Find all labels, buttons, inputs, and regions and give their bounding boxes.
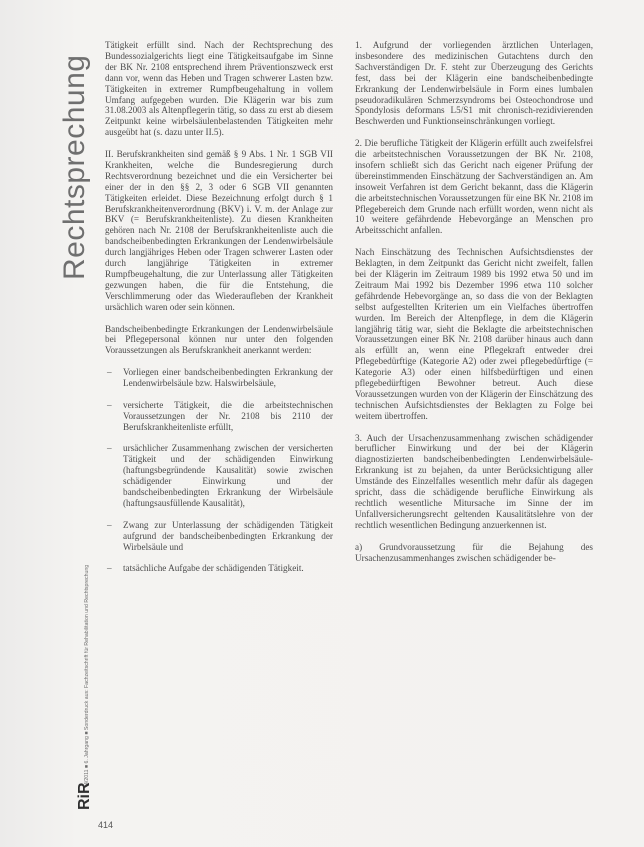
list-item: – tatsächliche Aufgabe der schädigenden Tätigkeit. xyxy=(105,563,333,574)
left-column xyxy=(105,40,333,585)
page-number: 414 xyxy=(98,820,114,830)
paragraph: Tätigkeit erfüllt sind. Nach der Rechtsprechung des Bundessozialgerichts liegt eine Tätigkeitsaufgabe im Sinne der BK Nr. 2108 entsprechend ihrem Präventionszweck erst dann vor, wenn das Heben und Tragen schwerer Lasten bzw. Tätigkeiten in extremer Rumpfbeugehaltung in vollem Umfang aufgegeben wurden. Die Klägerin war bis zum 31.08.2003 als Altenpflegerin tätig, so dass zu erst ab diesem Zeitpunkt keine wirbelsäulenbelastenden Tätigkeiten mehr ausgeübt hat (s. dazu unter II.5). xyxy=(105,40,333,138)
journal-logo-text: RiR xyxy=(76,782,93,810)
paragraph: 1. Aufgrund der vorliegenden ärztlichen Unterlagen, insbesondere des medizinischen Gutachtens durch den Sachverständigen Dr. F. steht zur Überzeugung des Gerichts fest, dass bei der Klägerin eine bandscheibenbedingte Erkrankung der Lendenwirbelsäule in Form eines lumbalen pseudoradikulären Schmerzsyndroms bei Osteochondrose und Spondylosis deformans L5/S1 mit chronisch-rezidivierenden Beschwerden und Funktionseinschränkungen vorliegt. xyxy=(355,40,593,127)
list-item: – versicherte Tätigkeit, die die arbeitstechnischen Voraussetzungen der Nr. 2108 bis 2110 der Berufskrankheitenliste erfüllt, xyxy=(105,400,333,433)
list-item: – Zwang zur Unterlassung der schädigenden Tätigkeit aufgrund der bandscheibenbedingten Erkrankung der Wirbelsäule und xyxy=(105,520,333,553)
paragraph: Nach Einschätzung des Technischen Aufsichtsdienstes der Beklagten, in dem Zeitpunkt das Gericht nicht zweifelt, fallen bei der Klägerin im Zeitraum 1989 bis 1992 etwa 50 und im Zeitraum Mai 1992 bis Dezember 1996 etwa 110 solcher gefährdende Hebevorgänge an, so dass die von der Beklagten selbst aufgestellten Kriterien um ein Vielfaches übertroffen wurden. Im Bereich der Altenpflege, in dem die Klägerin langjährig tätig war, sieht die Beklagte die arbeitstechnischen Voraussetzungen einer BK Nr. 2108 darüber hinaus auch dann als erfüllt an, wenn eine Pflegekraft entweder drei Pflegebedürftige (Kategorie A2) oder zwei pflegebedürftige (= Kategorie A3) oder einen hilfsbedürftigen und einen pflegebedürftigen Bewohner betreut. Auch diese Voraussetzungen wurden von der Klägerin der Einschätzung des technischen Aufsichtsdienstes der Beklagten zu Folge bei weitem übertroffen. xyxy=(355,247,593,421)
journal-logo xyxy=(74,782,96,814)
requirement-list xyxy=(105,367,333,574)
paragraph: 3. Auch der Ursachenzusammenhang zwischen schädigender beruflicher Einwirkung und der bei der Klägerin diagnostizierten bandscheibenbedingten Lendenwirbelsäule-Erkrankung ist zu bejahen, da unter Berücksichtigung aller Umstände des Einzelfalles wesentlich mehr dafür als dagegen spricht, dass die schädigende berufliche Einwirkung als rechtlich wesentliche Mitursache im Sinne der im Unfallversicherungsrecht geltenden Kausalitätslehre von der rechtlich wesentlichen Bedingung anzuerkennen ist. xyxy=(355,432,593,530)
journal-meta: 4/2011 ■ 6. Jahrgang ■ Sonderdruck aus: Fachzeitschrift für Rehabilitation und Rechtsprechung xyxy=(84,564,90,785)
section-title-text: Rechtsprechung xyxy=(58,54,91,280)
paragraph: II. Berufskrankheiten sind gemäß § 9 Abs. 1 Nr. 1 SGB VII Krankheiten, welche die Bundesregierung durch Rechtsverordnung bezeichnet und die ein Versicherter bei einer der in den §§ 2, 3 oder 6 SGB VII genannten Tätigkeiten erleidet. Diese Bezeichnung erfolgt durch § 1 Berufskrankheitenverordnung (BKV) i. V. m. der Anlage zur BKV (= Berufskrankheitenliste). Zu diesen Krankheiten gehören nach Nr. 2108 der Berufskrankheitenliste auch die bandscheibenbedingten Erkrankungen der Lendenwirbelsäule durch langjähriges Heben oder Tragen schwerer Lasten oder durch langjährige Tätigkeiten in extremer Rumpfbeugehaltung, die zur Unterlassung aller Tätigkeiten gezwungen haben, die für die Entstehung, die Verschlimmerung oder das Wiederaufleben der Krankheit ursächlich waren oder sein können. xyxy=(105,149,333,312)
journal-sidebar xyxy=(78,560,98,820)
paragraph: a) Grundvoraussetzung für die Bejahung des Ursachenzusammenhanges zwischen schädigender be- xyxy=(355,541,593,563)
right-column xyxy=(355,40,593,574)
list-item: – Vorliegen einer bandscheibenbedingten Erkrankung der Lendenwirbelsäule bzw. Halswirbelsäule, xyxy=(105,367,333,389)
paragraph: Bandscheibenbedingte Erkrankungen der Lendenwirbelsäule bei Pflegepersonal können nur unter den folgenden Voraussetzungen als Berufskrankheit anerkannt werden: xyxy=(105,323,333,356)
paragraph: 2. Die berufliche Tätigkeit der Klägerin erfüllt auch zweifelsfrei die arbeitstechnischen Voraussetzungen der BK Nr. 2108, insofern schließt sich das Gericht nach eigener Prüfung der übereinstimmenden Einschätzung der Sachverständigen an. Am insoweit Verfahren ist dem Gericht bekannt, dass die Klägerin die arbeitstechnischen Voraussetzungen für eine BK Nr. 2108 im Pflegebereich dem Grunde nach erfüllt worden, wenn nicht als 10 weitere gefährdende Hebevorgänge an Menschen pro Arbeitsschicht anfallen. xyxy=(355,138,593,236)
section-title xyxy=(58,40,91,280)
list-item: – ursächlicher Zusammenhang zwischen der versicherten Tätigkeit und der schädigenden Einwirkung (haftungsbegründende Kausalität) sowie zwischen schädigender Einwirkung und der bandscheibenbedingten Erkrankung der Wirbelsäule (haftungsausfüllende Kausalität), xyxy=(105,443,333,508)
